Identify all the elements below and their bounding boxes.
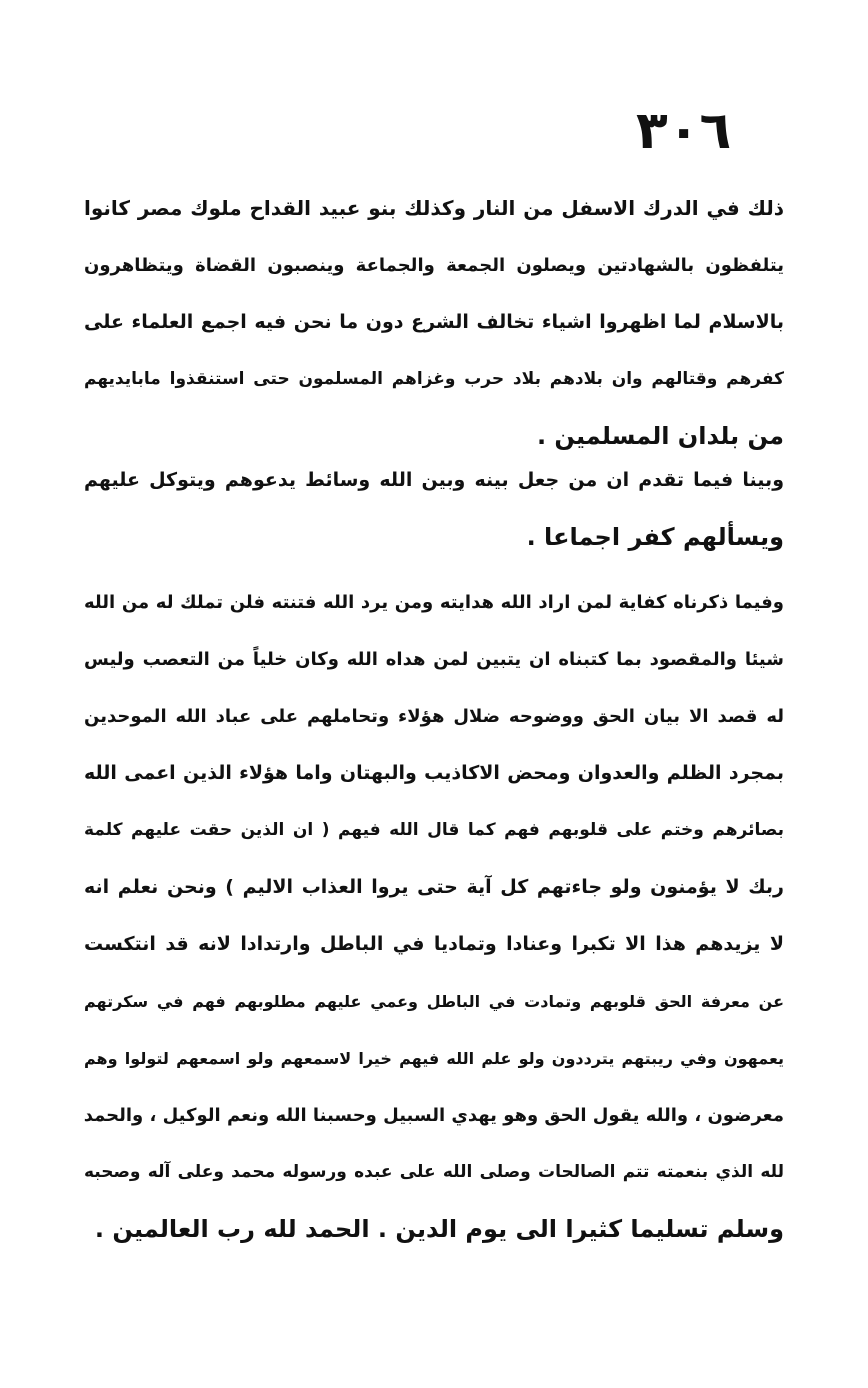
text-line: ويسألهم كفر اجماعا .	[526, 523, 784, 551]
text-line: وفيما ذكرناه كفاية لمن اراد الله هدايته ومن يرد الله فتنته فلن تملك له من الله	[84, 592, 784, 613]
page-number: ٣٠٦	[636, 101, 732, 161]
paragraph-1	[84, 180, 784, 465]
paragraph-3	[84, 574, 784, 1258]
text-line: وبينا فيما تقدم ان من جعل بينه وبين الله وسائط يدعوهم ويتوكل عليهم	[84, 469, 784, 491]
text-line: يتلفظون بالشهادتين ويصلون الجمعة والجماعة وينصبون القضاة ويتظاهرون	[84, 255, 784, 276]
text-line: بصائرهم وختم على قلوبهم فهم كما قال الله فيهم ( ان الذين حقت عليهم كلمة	[84, 820, 784, 840]
text-line: لا يزيدهم هذا الا تكبرا وعنادا وتماديا في الباطل وارتدادا لانه قد انتكست	[84, 933, 784, 955]
text-line: عن معرفة الحق قلوبهم وتمادت في الباطل وعمي عليهم مطلوبهم فهم في سكرتهم	[84, 992, 784, 1011]
text-line: لله الذي بنعمته تتم الصالحات وصلى الله على عبده ورسوله محمد وعلى آله وصحبه	[84, 1162, 784, 1182]
text-line: ربك لا يؤمنون ولو جاءتهم كل آية حتى يروا العذاب الاليم ) ونحن نعلم انه	[84, 876, 784, 898]
text-line: شيئا والمقصود بما كتبناه ان يتبين لمن هداه الله وكان خلياً من التعصب وليس	[84, 649, 784, 670]
text-line: وسلم تسليما كثيرا الى يوم الدين . الحمد لله رب العالمين .	[94, 1215, 784, 1243]
text-line: يعمهون وفي ريبتهم يترددون ولو علم الله فيهم خيرا لاسمعهم ولو اسمعهم لتولوا وهم	[84, 1049, 784, 1068]
text-line: كفرهم وقتالهم وان بلادهم بلاد حرب وغزاهم المسلمون حتى استنقذوا مابايديهم	[84, 369, 784, 389]
text-line: له قصد الا بيان الحق ووضوحه ضلال هؤلاء وتحاملهم على عباد الله الموحدين	[84, 706, 784, 727]
text-line: بمجرد الظلم والعدوان ومحض الاكاذيب والبهتان واما هؤلاء الذين اعمى الله	[84, 762, 784, 784]
text-line: بالاسلام لما اظهروا اشياء تخالف الشرع دون ما نحن فيه اجمع العلماء على	[84, 311, 784, 333]
text-line: معرضون ، والله يقول الحق وهو يهدي السبيل وحسبنا الله ونعم الوكيل ، والحمد	[84, 1105, 784, 1126]
text-line: من بلدان المسلمين .	[536, 422, 784, 450]
text-line: ذلك في الدرك الاسفل من النار وكذلك بنو عبيد القداح ملوك مصر كانوا	[84, 196, 784, 220]
paragraph-2	[84, 452, 784, 566]
